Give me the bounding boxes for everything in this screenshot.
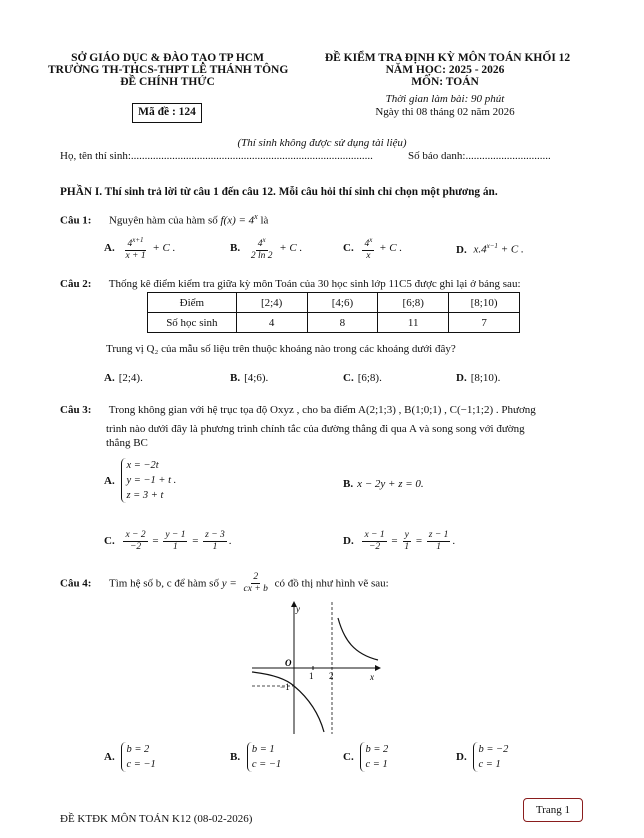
q4-label: Câu 4: xyxy=(60,577,92,590)
question-3 xyxy=(60,404,536,416)
table-row xyxy=(148,293,520,313)
tick-label-minus-1: −1 xyxy=(280,682,290,692)
q1-text: Nguyên hàm của hàm số xyxy=(108,214,218,227)
q2-option-b[interactable]: B. [4;6). xyxy=(230,372,269,384)
q2-label: Câu 2: xyxy=(60,278,92,290)
q2-text: Thống kê điểm kiểm tra giữa kỳ môn Toán của 30 học sinh lớp 11C5 được ghi lại ở bảng sau: xyxy=(108,278,521,290)
q3-line1: Trong không gian với hệ trục tọa độ Oxyz , cho ba điểm A(2;1;3) , B(1;0;1) , C(−1;1;2) . Phương xyxy=(108,404,536,416)
no-documents-note: (Thí sinh không được sử dụng tài liệu) xyxy=(237,137,407,149)
exam-code: Mã đề : 124 xyxy=(138,106,196,118)
q4-text: Tìm hệ số b, c để hàm số xyxy=(108,577,219,590)
q3-option-d[interactable]: D. $\frac{x - 1}{-2}$ = $\frac{y}{1}$ = $\frac{z - 1}{1}$ . xyxy=(343,530,456,552)
table-cell: [6;8) xyxy=(378,293,449,313)
exam-date: Ngày thi 08 tháng 02 năm 2026 xyxy=(375,106,515,118)
graph-left-branch xyxy=(252,672,324,732)
q1-option-a[interactable]: A. $\frac{4^{x+1}}{x + 1}$ + C . xyxy=(104,236,176,262)
q1-d-label: D. xyxy=(456,243,467,256)
question-2 xyxy=(60,278,521,290)
page-number-box xyxy=(523,798,583,822)
table-cell: 8 xyxy=(307,313,378,333)
tick-label-2: 2 xyxy=(329,671,334,681)
tick-label-1: 1 xyxy=(309,671,314,681)
q1-func: f(x) = 4 xyxy=(220,214,255,227)
table-row xyxy=(148,313,520,333)
axis-x-label: x xyxy=(370,672,374,682)
origin-label: O xyxy=(285,658,292,668)
table-cell: [2;4) xyxy=(236,293,307,313)
footer-label: ĐỀ KTĐK MÔN TOÁN K12 (08-02-2026) xyxy=(60,813,253,825)
school-name: TRƯỜNG TH-THCS-THPT LÊ THÁNH TÔNG xyxy=(48,64,289,76)
code-box xyxy=(132,103,202,123)
axis-y-label: y xyxy=(296,604,300,614)
table-cell: Số học sinh xyxy=(148,313,237,333)
q1-a-label: A. xyxy=(104,242,115,255)
q2-option-c[interactable]: C. [6;8). xyxy=(343,372,382,384)
part-one-heading: PHẦN I. Thí sinh trả lời từ câu 1 đến câu 12. Mỗi câu hỏi thí sinh chỉ chọn một phương án. xyxy=(60,186,498,198)
table-cell: 4 xyxy=(236,313,307,333)
q4-option-d[interactable]: D. b = −2 c = 1 xyxy=(456,744,509,770)
q1-option-c[interactable]: C. $\frac{4^x}{x}$ + C . xyxy=(343,236,403,262)
q2-option-d[interactable]: D. [8;10). xyxy=(456,372,501,384)
q1-b-label: B. xyxy=(230,242,241,255)
q3-option-a[interactable]: A. x = −2t y = −1 + t . z = 3 + t xyxy=(104,460,177,501)
q3-option-b[interactable]: B. x − 2y + z = 0. xyxy=(343,478,424,490)
page-number: Trang 1 xyxy=(535,804,571,816)
duration: Thời gian làm bài: 90 phút xyxy=(385,93,505,105)
table-cell: 11 xyxy=(378,313,449,333)
q3-label: Câu 3: xyxy=(60,404,92,416)
q1-option-b[interactable]: B. $\frac{4^x}{2 \ln 2}$ + C . xyxy=(230,236,303,262)
q4-tail: có đồ thị như hình vẽ sau: xyxy=(274,577,389,590)
subject: MÔN: TOÁN xyxy=(411,76,479,88)
q3-line2: trình nào dưới đây là phương trình chính tắc của đường thẳng đi qua A và song song với đường xyxy=(106,423,525,435)
q2-ask: Trung vị Q₂ của mẫu số liệu trên thuộc khoảng nào trong các khoảng dưới đây? xyxy=(106,343,456,355)
table-cell: Điểm xyxy=(148,293,237,313)
table-cell: [8;10) xyxy=(449,293,520,313)
q3-line3: thẳng BC xyxy=(106,437,148,449)
table-cell: [4;6) xyxy=(307,293,378,313)
question-4: Câu 4: Tìm hệ số b, c để hàm số y = $\frac{2}{cx + b}$ có đồ thị như hình vẽ sau: xyxy=(60,572,389,594)
q3-option-c[interactable]: C. $\frac{x - 2}{-2}$ = $\frac{y - 1}{1}$ = $\frac{z - 3}{1}$ . xyxy=(104,530,232,552)
q4-graph xyxy=(250,598,400,736)
q1-func-exp: x xyxy=(254,212,258,221)
q4-option-c[interactable]: C. b = 2 c = 1 xyxy=(343,744,389,770)
candidate-id-line: Số báo danh:............................... xyxy=(408,150,551,162)
exam-title: ĐỀ KIỂM TRA ĐỊNH KỲ MÔN TOÁN KHỐI 12 xyxy=(324,52,571,64)
dept-name: SỞ GIÁO DỤC & ĐÀO TẠO TP HCM xyxy=(71,52,264,64)
school-year: NĂM HỌC: 2025 - 2026 xyxy=(385,64,505,76)
official-label: ĐỀ CHÍNH THỨC xyxy=(120,76,215,88)
q4-option-b[interactable]: B. b = 1 c = −1 xyxy=(230,744,282,770)
q1-label: Câu 1: xyxy=(60,214,92,227)
table-cell: 7 xyxy=(449,313,520,333)
graph-right-branch xyxy=(338,618,378,660)
score-table xyxy=(147,292,520,333)
question-1 xyxy=(60,212,268,227)
q1-tail: là xyxy=(260,214,269,227)
q4-option-a[interactable]: A. b = 2 c = −1 xyxy=(104,744,156,770)
q1-c-label: C. xyxy=(343,242,354,255)
q2-option-a[interactable]: A. [2;4). xyxy=(104,372,143,384)
candidate-name-line: Họ, tên thí sinh:........................................................................................ xyxy=(60,150,373,162)
q1-option-d[interactable]: D. $x.4^{x-1} + C$ . xyxy=(456,242,524,256)
